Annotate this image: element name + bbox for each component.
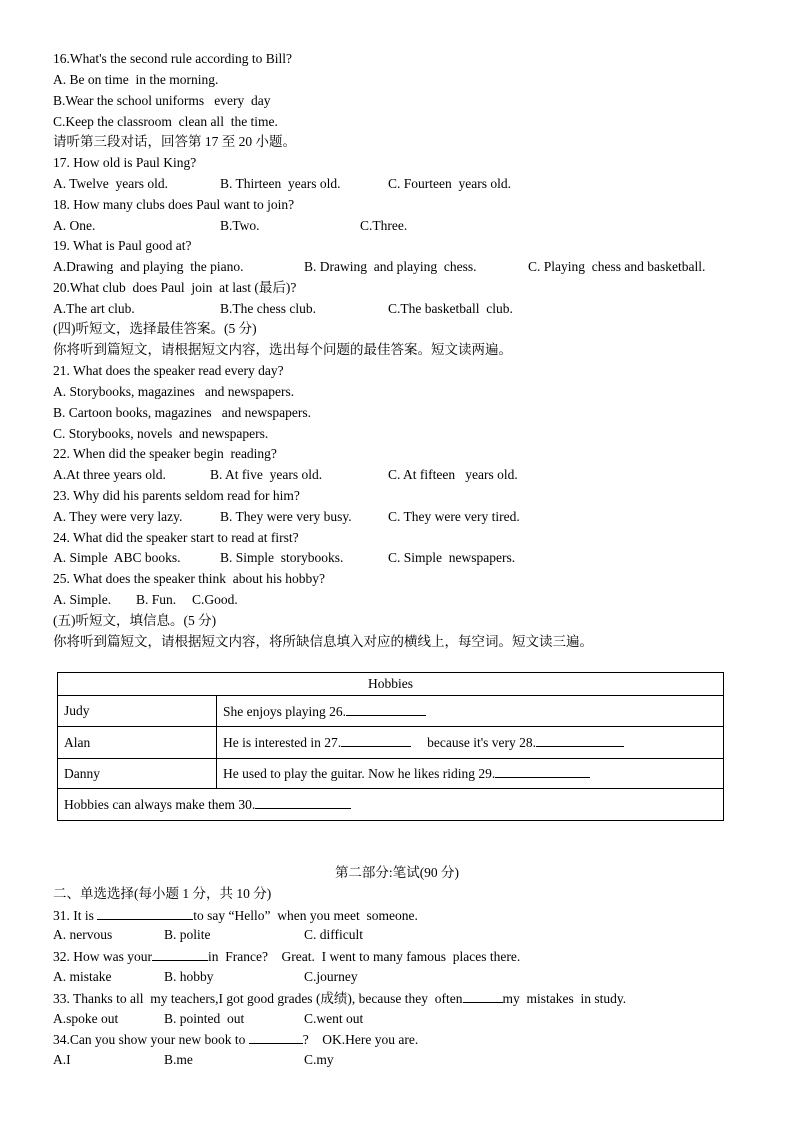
blank-30[interactable] [255, 796, 351, 809]
q25-option-b: B. Fun. [136, 592, 177, 607]
q32-options [53, 969, 754, 985]
q34-text-1: 34.Can you show your new book to [53, 1032, 249, 1047]
q19-options [53, 259, 754, 275]
row-text: Hobbies can always make them 30. [64, 797, 256, 812]
q22-option-b: B. At five years old. [210, 467, 323, 482]
blank-34[interactable] [249, 1031, 303, 1044]
q33-text-1: 33. Thanks to all my teachers,I got good grades (成绩), because they often [53, 991, 463, 1006]
q33-options [53, 1011, 754, 1027]
q17-question: 17. How old is Paul King? [53, 155, 197, 170]
q18-options [53, 218, 754, 234]
row-name-danny: Danny [58, 759, 217, 789]
part5-instruction: 你将听到篇短文，请根据短文内容，将所缺信息填入对应的横线上，每空词。短文读三遍。 [53, 634, 593, 649]
q21-option-b: B. Cartoon books, magazines and newspapers. [53, 405, 311, 420]
q33-option-b: B. pointed out [164, 1011, 245, 1026]
row-text: She enjoys playing 26. [223, 703, 346, 719]
part2-title: 第二部分:笔试(90 分) [334, 865, 460, 880]
blank-27[interactable] [341, 734, 411, 747]
q31-question [53, 907, 418, 924]
q24-option-c: C. Simple newspapers. [388, 550, 516, 565]
row-content [217, 696, 724, 727]
q17-option-c: C. Fourteen years old. [388, 176, 511, 191]
row-text: He used to play the guitar. Now he likes riding 29. [223, 766, 496, 781]
section2-title: 二、单选选择(每小题 1 分，共 10 分) [53, 886, 272, 901]
q16-question: 16.What's the second rule according to Bill? [53, 51, 292, 66]
q33-question [53, 990, 626, 1007]
row-content [58, 789, 724, 821]
row-text: He is interested in 27. [223, 735, 342, 750]
q31-option-a: A. nervous [53, 927, 113, 942]
part5-title: (五)听短文，填信息。(5 分) [53, 613, 217, 628]
blank-26[interactable] [346, 703, 426, 716]
q18-option-c: C.Three. [360, 218, 408, 233]
table-row [58, 727, 724, 759]
q25-options [53, 592, 754, 608]
q31-option-b: B. polite [164, 927, 211, 942]
q16-option-c: C.Keep the classroom clean all the time. [53, 114, 278, 129]
section3-instruction: 请听第三段对话，回答第 17 至 20 小题。 [53, 134, 296, 149]
q25-option-a: A. Simple. [53, 592, 112, 607]
part4-title: (四)听短文，选择最佳答案。(5 分) [53, 321, 257, 336]
q32-option-a: A. mistake [53, 969, 112, 984]
q20-option-a: A.The art club. [53, 301, 135, 316]
q16-option-b: B.Wear the school uniforms every day [53, 93, 271, 108]
q31-option-c: C. difficult [304, 927, 363, 942]
q34-option-c: C.my [304, 1052, 334, 1067]
q34-option-b: B.me [164, 1052, 193, 1067]
blank-33[interactable] [463, 990, 503, 1003]
q22-options [53, 467, 754, 483]
row-content [217, 727, 724, 759]
q34-question [53, 1031, 418, 1048]
row-name-alan: Alan [58, 727, 217, 759]
q20-option-c: C.The basketball club. [388, 301, 513, 316]
q32-text-2: in France? Great. I went to many famous places there. [208, 949, 521, 964]
q34-options [53, 1052, 754, 1068]
q31-options [53, 927, 754, 943]
q31-text-2: to say “Hello” when you meet someone. [193, 908, 418, 923]
row-text-2: because it's very 28. [427, 735, 537, 750]
q18-option-a: A. One. [53, 218, 96, 233]
q23-question: 23. Why did his parents seldom read for him? [53, 488, 300, 503]
q32-option-b: B. hobby [164, 969, 214, 984]
q34-option-a: A.I [53, 1052, 71, 1067]
q25-question: 25. What does the speaker think about his hobby? [53, 571, 325, 586]
table-row [58, 696, 724, 727]
q22-option-a: A.At three years old. [53, 467, 166, 482]
q23-option-b: B. They were very busy. [220, 509, 352, 524]
table-title: Hobbies [58, 673, 724, 696]
q24-options [53, 550, 754, 566]
q20-option-b: B.The chess club. [220, 301, 316, 316]
q33-option-a: A.spoke out [53, 1011, 119, 1026]
q21-question: 21. What does the speaker read every day? [53, 363, 284, 378]
q25-option-c: C.Good. [192, 592, 238, 607]
q23-options [53, 509, 754, 525]
q24-option-a: A. Simple ABC books. [53, 550, 181, 565]
q19-option-b: B. Drawing and playing chess. [304, 259, 477, 274]
q19-option-a: A.Drawing and playing the piano. [53, 259, 244, 274]
q34-text-2: ? OK.Here you are. [302, 1032, 419, 1047]
q31-text-1: 31. It is [53, 908, 98, 923]
row-content [217, 759, 724, 789]
blank-32[interactable] [152, 948, 208, 961]
q32-question [53, 948, 520, 965]
q22-question: 22. When did the speaker begin reading? [53, 446, 277, 461]
q19-question: 19. What is Paul good at? [53, 238, 192, 253]
q21-option-a: A. Storybooks, magazines and newspapers. [53, 384, 295, 399]
q24-question: 24. What did the speaker start to read at first? [53, 530, 299, 545]
table-row [58, 759, 724, 789]
blank-29[interactable] [495, 765, 590, 778]
q17-options [53, 176, 754, 192]
q32-text-1: 32. How was your [53, 949, 152, 964]
q24-option-b: B. Simple storybooks. [220, 550, 344, 565]
q20-options [53, 301, 754, 317]
q18-question: 18. How many clubs does Paul want to join? [53, 197, 295, 212]
q17-option-a: A. Twelve years old. [53, 176, 169, 191]
part4-instruction: 你将听到篇短文，请根据短文内容，选出每个问题的最佳答案。短文读两遍。 [53, 342, 512, 357]
q19-option-c: C. Playing chess and basketball. [528, 259, 706, 274]
q16-option-a: A. Be on time in the morning. [53, 72, 219, 87]
row-name-judy: Judy [58, 696, 217, 727]
q23-option-c: C. They were very tired. [388, 509, 520, 524]
q20-question: 20.What club does Paul join at last (最后)? [53, 280, 297, 295]
blank-31[interactable] [97, 907, 193, 920]
q23-option-a: A. They were very lazy. [53, 509, 183, 524]
table-row [58, 789, 724, 821]
q17-option-b: B. Thirteen years old. [220, 176, 341, 191]
q22-option-c: C. At fifteen years old. [388, 467, 518, 482]
q21-option-c: C. Storybooks, novels and newspapers. [53, 426, 269, 441]
q33-option-c: C.went out [304, 1011, 364, 1026]
hobbies-table [57, 672, 724, 821]
q33-text-2: my mistakes in study. [502, 991, 627, 1006]
q18-option-b: B.Two. [220, 218, 260, 233]
q32-option-c: C.journey [304, 969, 358, 984]
blank-28[interactable] [536, 734, 624, 747]
